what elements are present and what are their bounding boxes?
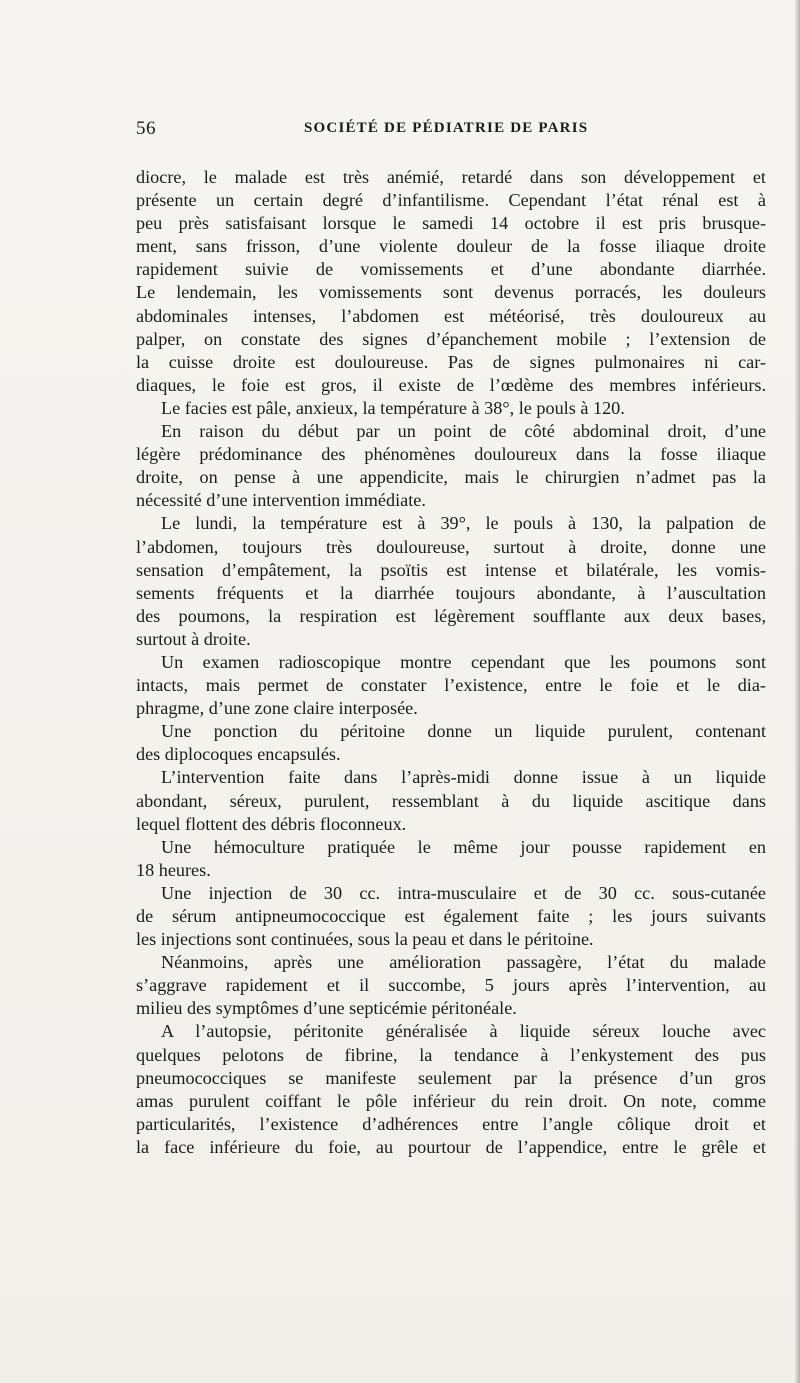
text-line: intacts, mais permet de constater l’existence, entre le foie et le dia- [136, 675, 766, 696]
text-line: phragme, d’une zone claire interposée. [136, 698, 418, 719]
text-line: lequel flottent des débris floconneux. [136, 813, 407, 834]
body-text [136, 166, 766, 1159]
running-head [136, 118, 769, 142]
text-line: En raison du début par un point de côté abdominal droit, d’une [161, 421, 766, 442]
text-line: nécessité d’une intervention immédiate. [136, 490, 426, 511]
text-line: les injections sont continuées, sous la peau et dans le péritoine. [136, 929, 594, 950]
text-line: particularités, l’existence d’adhérences entre l’angle côlique droit et [136, 1113, 766, 1134]
text-line: surtout à droite. [136, 628, 251, 649]
text-line: L’intervention faite dans l’après-midi donne issue à un liquide [161, 767, 766, 788]
journal-title: SOCIÉTÉ DE PÉDIATRIE DE PARIS [304, 120, 589, 136]
text-line: pneumococciques se manifeste seulement par la présence d’un gros [136, 1067, 766, 1088]
text-line: des poumons, la respiration est légèrement soufflante aux deux bases, [136, 605, 766, 626]
text-line: abondant, séreux, purulent, ressemblant à du liquide ascitique dans [136, 790, 766, 811]
text-line: palper, on constate des signes d’épanchement mobile ; l’extension de [136, 328, 766, 349]
text-line: Le facies est pâle, anxieux, la température à 38°, le pouls à 120. [161, 397, 625, 418]
text-line: abdominales intenses, l’abdomen est météorisé, très douloureux au [136, 305, 766, 326]
text-line: peu près satisfaisant lorsque le samedi 14 octobre il est pris brusque- [136, 213, 766, 234]
text-line: amas purulent coiffant le pôle inférieur du rein droit. On note, comme [136, 1090, 766, 1111]
text-line: sensation d’empâtement, la psoïtis est intense et bilatérale, les vomis- [136, 559, 766, 580]
text-line: la cuisse droite est douloureuse. Pas de signes pulmonaires ni car- [136, 351, 766, 372]
text-line: s’aggrave rapidement et il succombe, 5 jours après l’intervention, au [136, 975, 766, 996]
text-line: Une ponction du péritoine donne un liquide purulent, contenant [161, 721, 766, 742]
page-number: 56 [136, 118, 156, 139]
text-line: présente un certain degré d’infantilisme. Cependant l’état rénal est à [136, 190, 766, 211]
text-line: Une injection de 30 cc. intra-musculaire et de 30 cc. sous-cutanée [161, 882, 766, 903]
text-line: légère prédominance des phénomènes douloureux dans la fosse iliaque [136, 444, 766, 465]
text-line: sements fréquents et la diarrhée toujours abondante, à l’auscultation [136, 582, 766, 603]
text-line: Un examen radioscopique montre cependant que les poumons sont [161, 651, 766, 672]
text-line: Le lundi, la température est à 39°, le pouls à 130, la palpation de [161, 513, 766, 534]
text-line: l’abdomen, toujours très douloureuse, surtout à droite, donne une [136, 536, 766, 557]
text-line: quelques pelotons de fibrine, la tendance à l’enkystement des pus [136, 1044, 766, 1065]
text-line: de sérum antipneumococcique est également faite ; les jours suivants [136, 906, 766, 926]
text-line: ment, sans frisson, d’une violente douleur de la fosse iliaque droite [136, 236, 766, 257]
text-line: diaques, le foie est gros, il existe de l’œdème des membres inférieurs. [136, 374, 766, 395]
page-edge-shadow [794, 0, 800, 1383]
text-line: droite, on pense à une appendicite, mais le chirurgien n’admet pas la [136, 467, 766, 488]
text-line: Le lendemain, les vomissements sont devenus porracés, les douleurs [136, 282, 766, 303]
text-line: des diplocoques encapsulés. [136, 744, 341, 765]
text-line: la face inférieure du foie, au pourtour de l’appendice, entre le grêle et [136, 1136, 766, 1157]
text-line: 18 heures. [136, 859, 211, 880]
text-line: Une hémoculture pratiquée le même jour pousse rapidement en [161, 836, 766, 857]
text-line: Néanmoins, après une amélioration passagère, l’état du malade [161, 952, 766, 973]
text-line: rapidement suivie de vomissements et d’une abondante diarrhée. [136, 259, 766, 280]
text-line: milieu des symptômes d’une septicémie péritonéale. [136, 998, 517, 1019]
text-line: diocre, le malade est très anémié, retardé dans son développement et [136, 167, 766, 187]
text-line: A l’autopsie, péritonite généralisée à liquide séreux louche avec [161, 1021, 766, 1042]
